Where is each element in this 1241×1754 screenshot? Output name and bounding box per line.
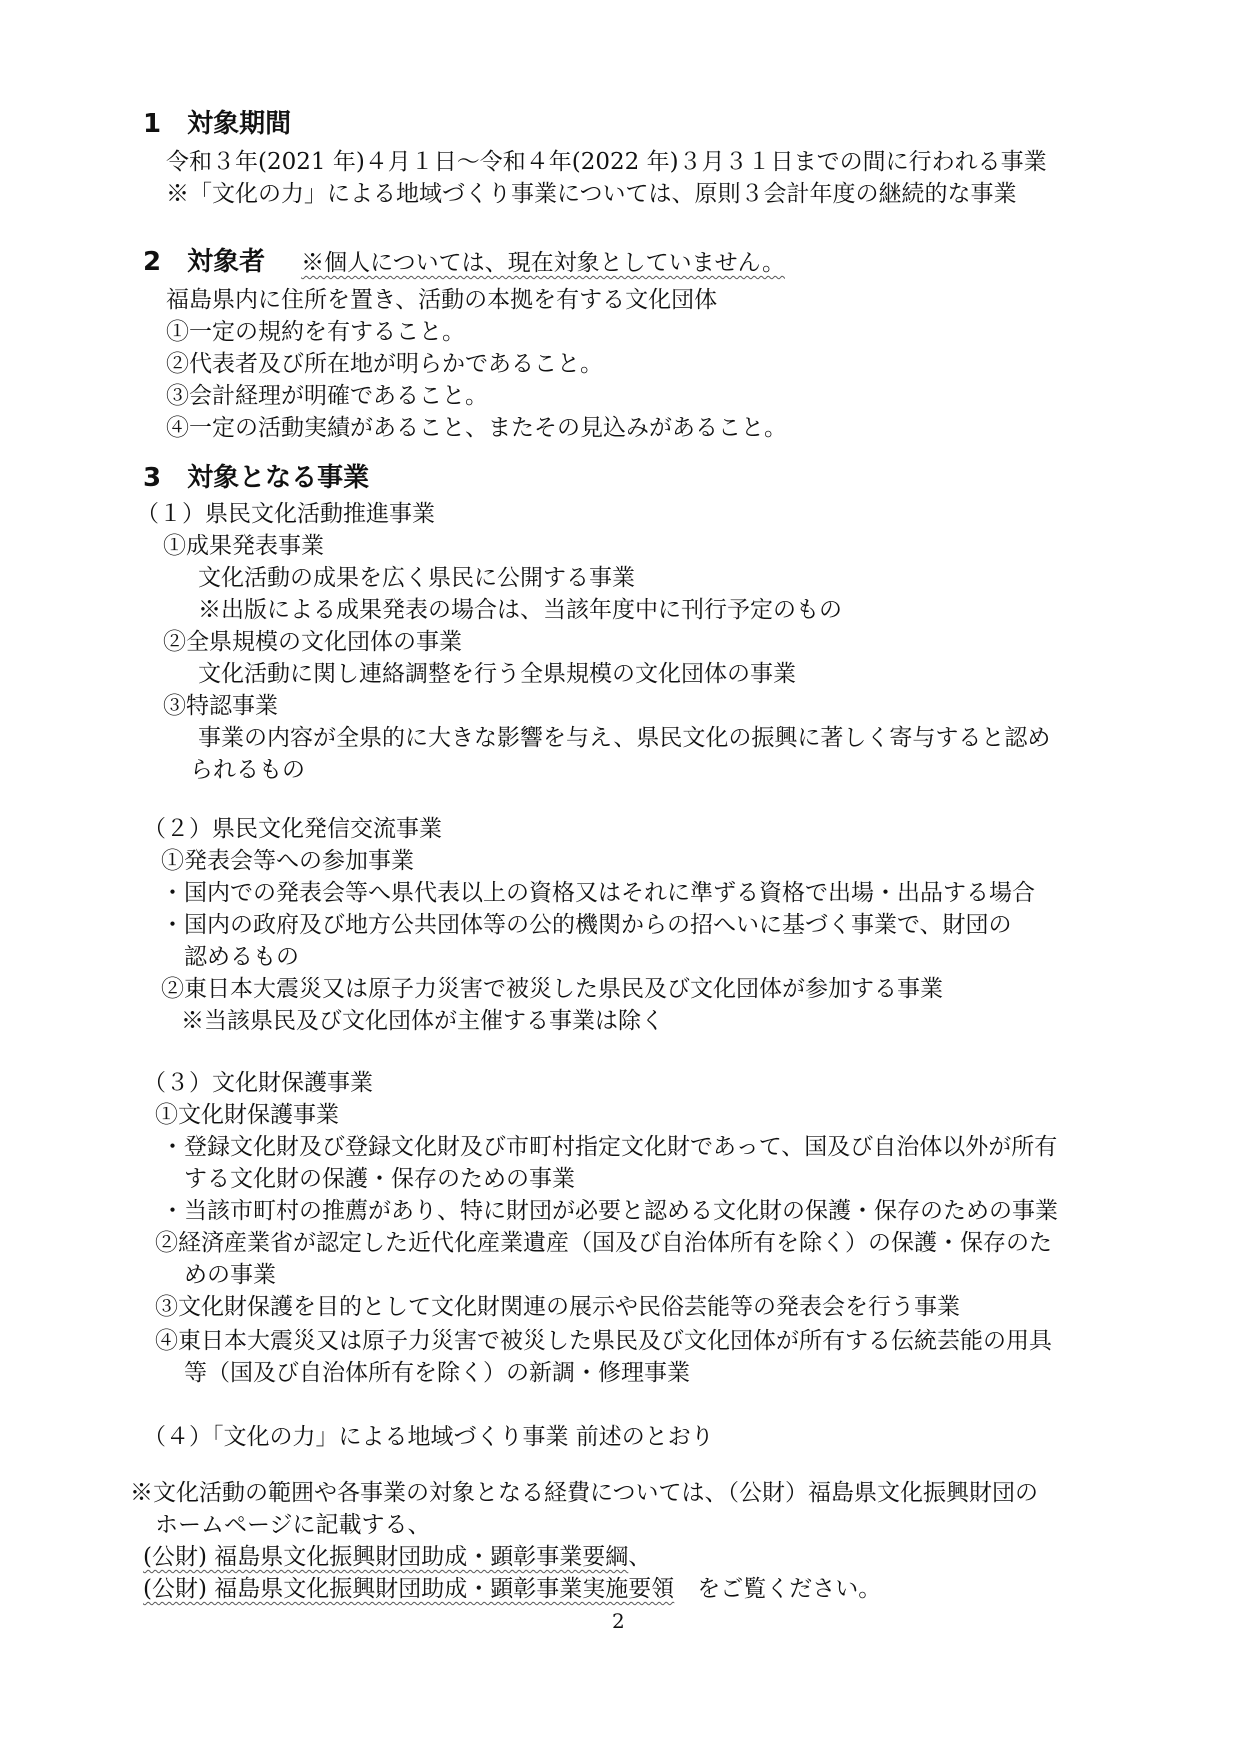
list-item: ・登録文化財及び登録文化財及び市町村指定文化財であって、国及び自治体以外が所有 xyxy=(161,1134,1058,1160)
list-item: 等（国及び自治体所有を除く）の新調・修理事業 xyxy=(184,1360,690,1386)
guidelines-link[interactable]: (公財) 福島県文化振興財団助成・顕彰事業要綱 xyxy=(143,1544,629,1570)
period-note: ※「文化の力」による地域づくり事業については、原則３会計年度の継続的な事業 xyxy=(166,181,1017,207)
footer-note-line xyxy=(143,1575,881,1603)
target-period: 令和３年(2021 年)４月１日～令和４年(2022 年)３月３１日までの間に行われる事業 xyxy=(166,149,1047,175)
list-item: られるもの xyxy=(190,757,305,783)
list-item: 認めるもの xyxy=(184,944,299,970)
link-suffix: 、 xyxy=(628,1544,652,1570)
condition-item: ②代表者及び所在地が明らかであること。 xyxy=(166,351,603,377)
list-item: ・国内の政府及び地方公共団体等の公的機関からの招へいに基づく事業で、財団の xyxy=(161,912,1012,938)
list-item: ④東日本大震災又は原子力災害で被災した県民及び文化団体が所有する伝統芸能の用具 xyxy=(155,1328,1052,1354)
list-item: ①成果発表事業 xyxy=(163,533,324,559)
list-item: ※出版による成果発表の場合は、当該年度中に刊行予定のもの xyxy=(198,597,842,623)
list-item: 事業の内容が全県的に大きな影響を与え、県民文化の振興に著しく寄与すると認め xyxy=(198,725,1051,751)
subsection-2-title: （２）県民文化発信交流事業 xyxy=(143,816,442,842)
condition-item: ③会計経理が明確であること。 xyxy=(166,383,488,409)
footer-note-line: ※文化活動の範囲や各事業の対象となる経費については、（公財）福島県文化振興財団の xyxy=(130,1480,1039,1506)
list-item: ①文化財保護事業 xyxy=(155,1102,339,1128)
list-item: 文化活動に関し連絡調整を行う全県規模の文化団体の事業 xyxy=(198,661,796,687)
subsection-1-title: （１）県民文化活動推進事業 xyxy=(136,501,435,527)
individual-exclusion-note: ※個人については、現在対象としていません。 xyxy=(301,250,786,276)
eligible-intro: 福島県内に住所を置き、活動の本拠を有する文化団体 xyxy=(166,287,718,313)
page-number: 2 xyxy=(612,1609,625,1633)
list-item: ②全県規模の文化団体の事業 xyxy=(163,629,462,655)
list-item: ・当該市町村の推薦があり、特に財団が必要と認める文化財の保護・保存のための事業 xyxy=(161,1198,1058,1224)
subsection-4-title: （４）「文化の力」による地域づくり事業 前述のとおり xyxy=(143,1424,714,1450)
list-item: ②経済産業省が認定した近代化産業遺産（国及び自治体所有を除く）の保護・保存のた xyxy=(155,1230,1052,1256)
condition-item: ①一定の規約を有すること。 xyxy=(166,319,465,345)
list-item: する文化財の保護・保存のための事業 xyxy=(184,1166,575,1192)
list-item: ③文化財保護を目的として文化財関連の展示や民俗芸能等の発表会を行う事業 xyxy=(155,1294,960,1320)
list-item: ①発表会等への参加事業 xyxy=(161,848,414,874)
condition-item: ④一定の活動実績があること、またその見込みがあること。 xyxy=(166,415,787,441)
section-3-heading: 3 対象となる事業 xyxy=(143,463,370,493)
link-suffix: をご覧ください。 xyxy=(674,1576,882,1602)
list-item: ③特認事業 xyxy=(163,693,278,719)
list-item: ※当該県民及び文化団体が主催する事業は除く xyxy=(181,1008,664,1034)
list-item: 文化活動の成果を広く県民に公開する事業 xyxy=(198,565,635,591)
section-2-heading: 2 対象者 xyxy=(143,247,266,277)
subsection-3-title: （３）文化財保護事業 xyxy=(143,1070,373,1096)
footer-note-line xyxy=(143,1543,651,1571)
footer-note-line: ホームページに記載する、 xyxy=(155,1512,431,1538)
section-1-heading: 1 対象期間 xyxy=(143,109,292,139)
list-item: ・国内での発表会等へ県代表以上の資格又はそれに準ずる資格で出場・出品する場合 xyxy=(161,880,1035,906)
section-2-heading-row xyxy=(143,248,785,277)
list-item: めの事業 xyxy=(184,1262,276,1288)
list-item: ②東日本大震災又は原子力災害で被災した県民及び文化団体が参加する事業 xyxy=(161,976,943,1002)
implementation-rules-link[interactable]: (公財) 福島県文化振興財団助成・顕彰事業実施要領 xyxy=(143,1576,675,1602)
